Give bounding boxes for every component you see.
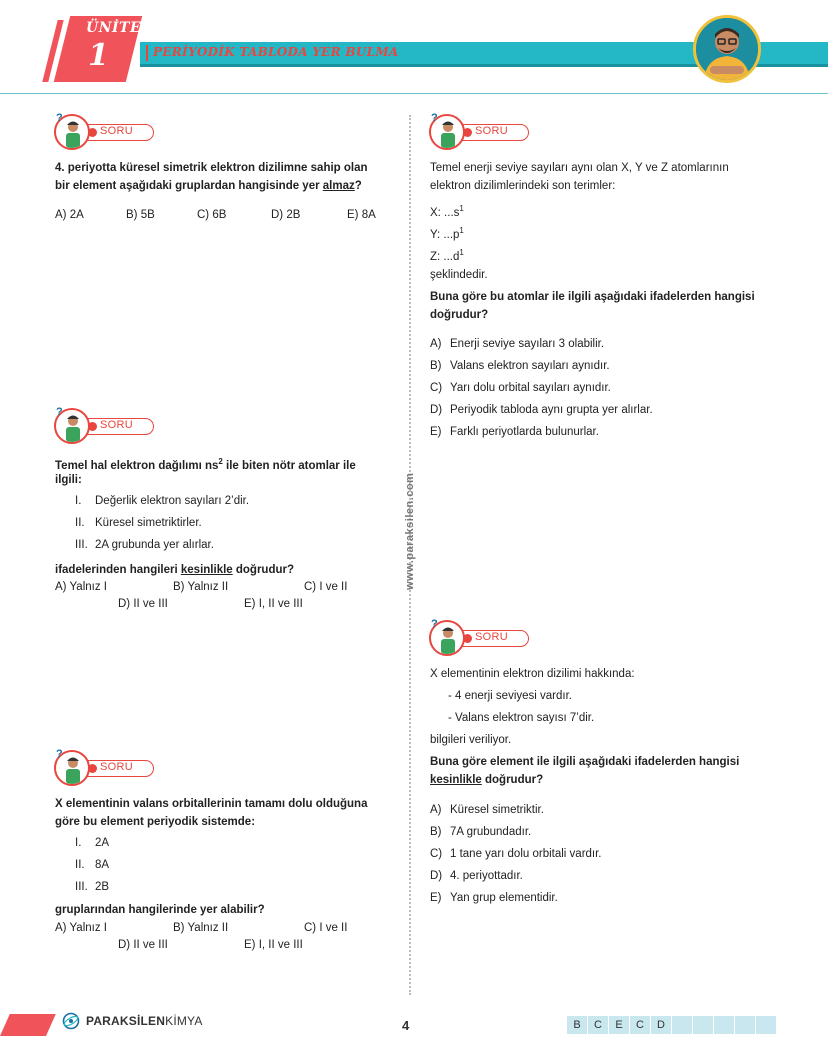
title-tick [146,45,148,61]
q2-item-3: III. 2A grubunda yer alırlar. [75,539,214,551]
page-number: 4 [402,1018,410,1033]
q5-question-line2: kesinlikle doğrudur? [430,774,544,786]
q5-bullet-2: - Valans elektron sayısı 7’dir. [448,712,595,724]
q1-stem-line1: 4. periyotta küresel simetrik elektron dizilimne sahip olan [55,162,368,174]
answer-cell [714,1016,734,1034]
q3-item-2: II. 8A [75,859,110,871]
q3-option-d[interactable]: D) II ve III [118,939,168,951]
q3-item-3: III. 2B [75,881,110,893]
q1-option-a[interactable]: A) 2A [55,209,84,221]
soru-label: SORU [100,419,133,431]
q1-option-e[interactable]: E) 8A [347,209,376,221]
q3-option-c[interactable]: C) I ve II [304,922,348,934]
q5-option-a[interactable]: A) Küresel simetriktir. [430,804,544,816]
q3-stem-line2: göre bu element periyodik sistemde: [55,816,256,828]
q2-option-e[interactable]: E) I, II ve III [244,598,303,610]
author-avatar-icon [696,18,758,80]
q5-option-b[interactable]: B) 7A grubundadır. [430,826,532,838]
q4-option-d[interactable]: D) Periyodik tabloda aynı grupta yer alırlar. [430,404,653,416]
q4-option-e[interactable]: E) Farklı periyotlarda bulunurlar. [430,426,599,438]
q1-stem-line2: bir element aşağıdaki gruplardan hangisinde yer almaz? [55,180,362,192]
q3-question: gruplarından hangilerinde yer alabilir? [55,904,265,916]
q4-stem-line1: Temel enerji seviye sayıları aynı olan X, Y ve Z atomlarının [430,162,729,174]
q5-option-d[interactable]: D) 4. periyottadır. [430,870,523,882]
unite-number: 1 [88,38,109,73]
question-mark-icon: ? [431,112,438,124]
q2-question: ifadelerinden hangileri kesinlikle doğrudur? [55,564,295,576]
q3-option-b[interactable]: B) Yalnız II [173,922,229,934]
unite-label: ÜNİTE [86,20,142,36]
soru-badge-4 [429,114,534,150]
answer-cell: B [567,1016,587,1034]
answer-key [567,1016,777,1034]
q5-option-c[interactable]: C) 1 tane yarı dolu orbitali vardır. [430,848,602,860]
q4-option-a[interactable]: A) Enerji seviye sayıları 3 olabilir. [430,338,605,350]
q2-option-a[interactable]: A) Yalnız I [55,581,107,593]
q2-option-c[interactable]: C) I ve II [304,581,348,593]
soru-label: SORU [475,631,508,643]
q4-question-line2: doğrudur? [430,309,489,321]
soru-badge-5 [429,620,534,656]
q3-option-e[interactable]: E) I, II ve III [244,939,303,951]
answer-cell [672,1016,692,1034]
footer-accent [0,1014,56,1036]
q4-term-x: X: $...s^1$ [430,204,464,219]
q1-option-c[interactable]: C) 6B [197,209,227,221]
q4-stem-line2: elektron dizilimlerindeki son terimler: [430,180,616,192]
answer-cell: C [588,1016,608,1034]
q4-question-line1: Buna göre bu atomlar ile ilgili aşağıdaki ifadelerden hangisi [430,291,755,303]
q4-term-z: Z: $...d^1$ [430,248,464,263]
answer-cell: C [630,1016,650,1034]
q5-question-line1: Buna göre element ile ilgili aşağıdaki ifadelerden hangisi [430,756,740,768]
answer-cell [693,1016,713,1034]
q4-term-y: Y: $...p^1$ [430,226,464,241]
header-rule [0,93,828,94]
answer-cell [756,1016,776,1034]
q2-item-2: II. Küresel simetriktirler. [75,517,202,529]
soru-label: SORU [100,125,133,137]
footer-brand: PARAKSİLENKİMYA [86,1014,203,1028]
q1-option-b[interactable]: B) 5B [126,209,155,221]
answer-cell [735,1016,755,1034]
q2-stem-line2: ilgili: [55,474,82,486]
q2-option-d[interactable]: D) II ve III [118,598,168,610]
q5-bullet-1: - 4 enerji seviyesi vardır. [448,690,572,702]
q4-option-b[interactable]: B) Valans elektron sayıları aynıdır. [430,360,610,372]
answer-cell: E [609,1016,629,1034]
question-mark-icon: ? [431,618,438,630]
q5-stem-line1: X elementinin elektron dizilimi hakkında: [430,668,635,680]
brand-logo-icon [62,1012,80,1030]
q3-item-1: I. 2A [75,837,110,849]
soru-badge-2 [54,408,159,444]
answer-cell: D [651,1016,671,1034]
question-mark-icon: ? [56,406,63,418]
author-avatar [693,15,761,83]
soru-badge-1 [54,114,159,150]
q5-option-e[interactable]: E) Yan grup elementidir. [430,892,558,904]
q3-option-a[interactable]: A) Yalnız I [55,922,107,934]
chapter-title: PERİYODİK TABLODA YER BULMA [153,45,399,59]
q2-item-1: I. Değerlik elektron sayıları 2’dir. [75,495,250,507]
soru-label: SORU [475,125,508,137]
q1-option-d[interactable]: D) 2B [271,209,301,221]
q3-stem-line1: X elementinin valans orbitallerinin tamamı dolu olduğuna [55,798,368,810]
question-mark-icon: ? [56,112,63,124]
question-mark-icon: ? [56,748,63,760]
q2-option-b[interactable]: B) Yalnız II [173,581,229,593]
website-url: www.paraksilen.com [404,472,416,590]
soru-badge-3 [54,750,159,786]
q4-line3: şeklindedir. [430,269,488,281]
q4-option-c[interactable]: C) Yarı dolu orbital sayıları aynıdır. [430,382,611,394]
soru-label: SORU [100,761,133,773]
q2-stem-line1: Temel hal elektron dağılımı $ns^2$ ile biten nötr atomlar ile [55,457,356,472]
q5-line2: bilgileri veriliyor. [430,734,512,746]
